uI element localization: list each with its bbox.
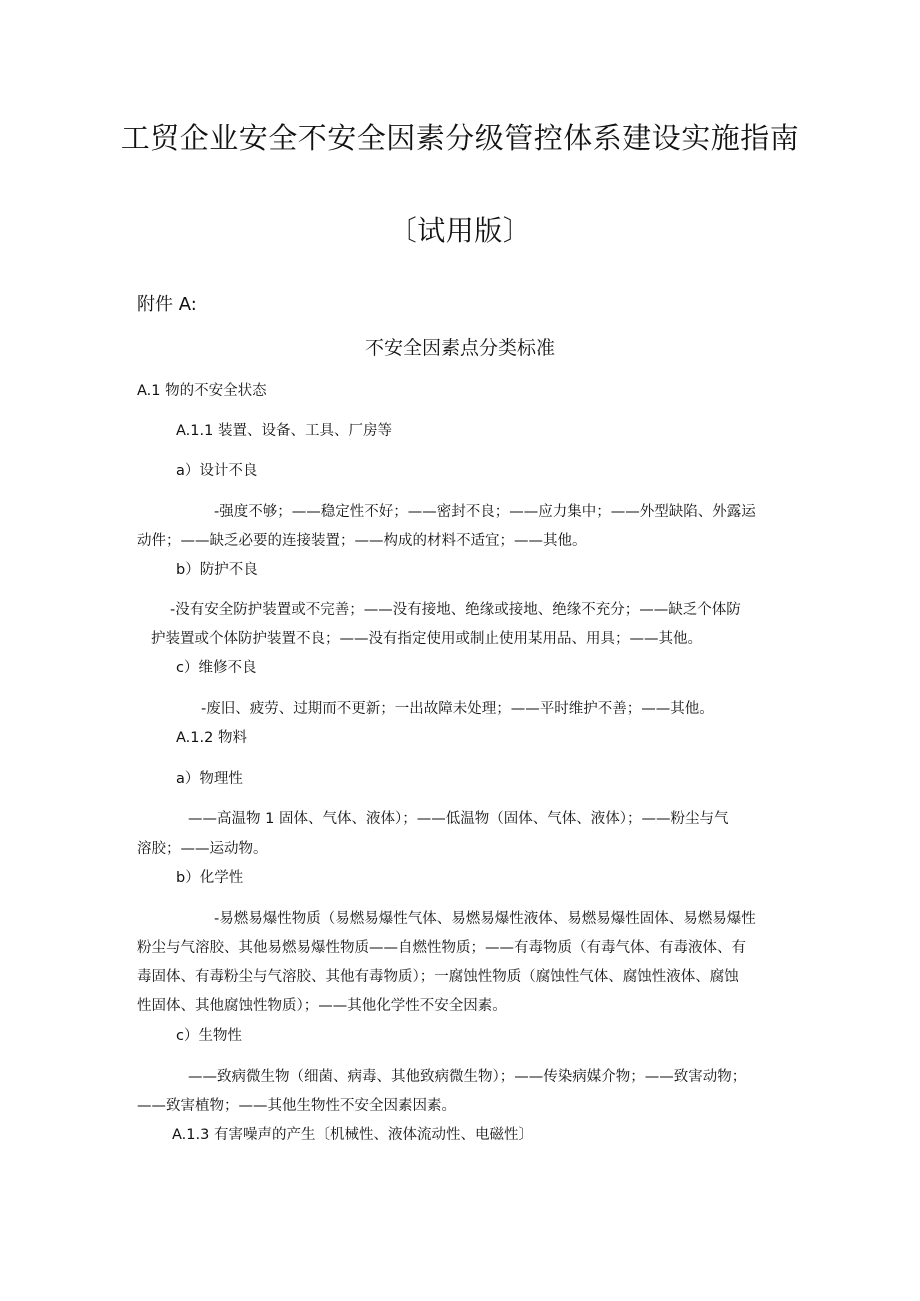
item-a1-1-c-label: c）维修不良 [176,660,257,676]
item-a1-1-b-line1: -没有安全防护装置或不完善；——没有接地、绝缘或接地、绝缘不充分；——缺乏个体防 [170,602,741,618]
item-a1-2-b-line3: 毒固体、有毒粉尘与气溶胶、其他有毒物质）；一腐蚀性物质（腐蚀性气体、腐蚀性液体、腐蚀 [137,969,739,985]
item-a1-1-a-line2: 动件；——缺乏必要的连接装置；——构成的材料不适宜；——其他。 [137,533,587,549]
item-a1-2-b-label: b）化学性 [176,870,244,886]
section-title: 不安全因素点分类标准 [364,337,555,359]
edition-label: 〔试用版〕 [388,214,532,247]
heading-a1: A.1 物的不安全状态 [137,383,267,399]
heading-a1-2: A.1.2 物料 [176,730,247,746]
item-a1-1-c-line1: -废旧、疲劳、过期而不更新；一出故障未处理；——平时维护不善；——其他。 [201,701,714,717]
annex-label: 附件 A: [137,294,197,315]
item-a1-2-c-line2: ——致害植物；——其他生物性不安全因素因素。 [137,1098,456,1114]
item-a1-2-c-line1: ——致病微生物（细菌、病毒、其他致病微生物）；——传染病媒介物；——致害动物； [188,1069,747,1085]
item-a1-2-b-line2: 粉尘与气溶胶、其他易燃易爆性物质——自燃性物质；——有毒物质（有毒气体、有毒液体、有 [137,940,746,956]
item-a1-2-b-line4: 性固体、其他腐蚀性物质）；——其他化学性不安全因素。 [137,998,507,1014]
item-a1-1-a-line1: -强度不够；——稳定性不好；——密封不良；——应力集中；——外型缺陷、外露运 [214,504,756,520]
item-a1-1-b-line2: 护装置或个体防护装置不良；——没有指定使用或制止使用某用品、用具；——其他。 [151,631,702,647]
heading-a1-3: A.1.3 有害噪声的产生〔机械性、液体流动性、电磁性〕 [172,1127,533,1143]
document-title: 工贸企业安全不安全因素分级管控体系建设实施指南 [120,121,800,155]
item-a1-1-a-label: a）设计不良 [176,463,258,479]
item-a1-2-a-label: a）物理性 [176,771,243,787]
heading-a1-1: A.1.1 装置、设备、工具、厂房等 [176,423,392,439]
item-a1-2-a-line1: ——高温物 1 固体、气体、液体）；——低温物（固体、气体、液体）；——粉尘与气 [188,811,729,827]
item-a1-1-b-label: b）防护不良 [176,562,258,578]
item-a1-2-b-line1: -易燃易爆性物质（易燃易爆性气体、易燃易爆性液体、易燃易爆性固体、易燃易爆性 [214,911,756,927]
item-a1-2-a-line2: 溶胶；——运动物。 [137,841,268,857]
item-a1-2-c-label: c）生物性 [176,1028,242,1044]
